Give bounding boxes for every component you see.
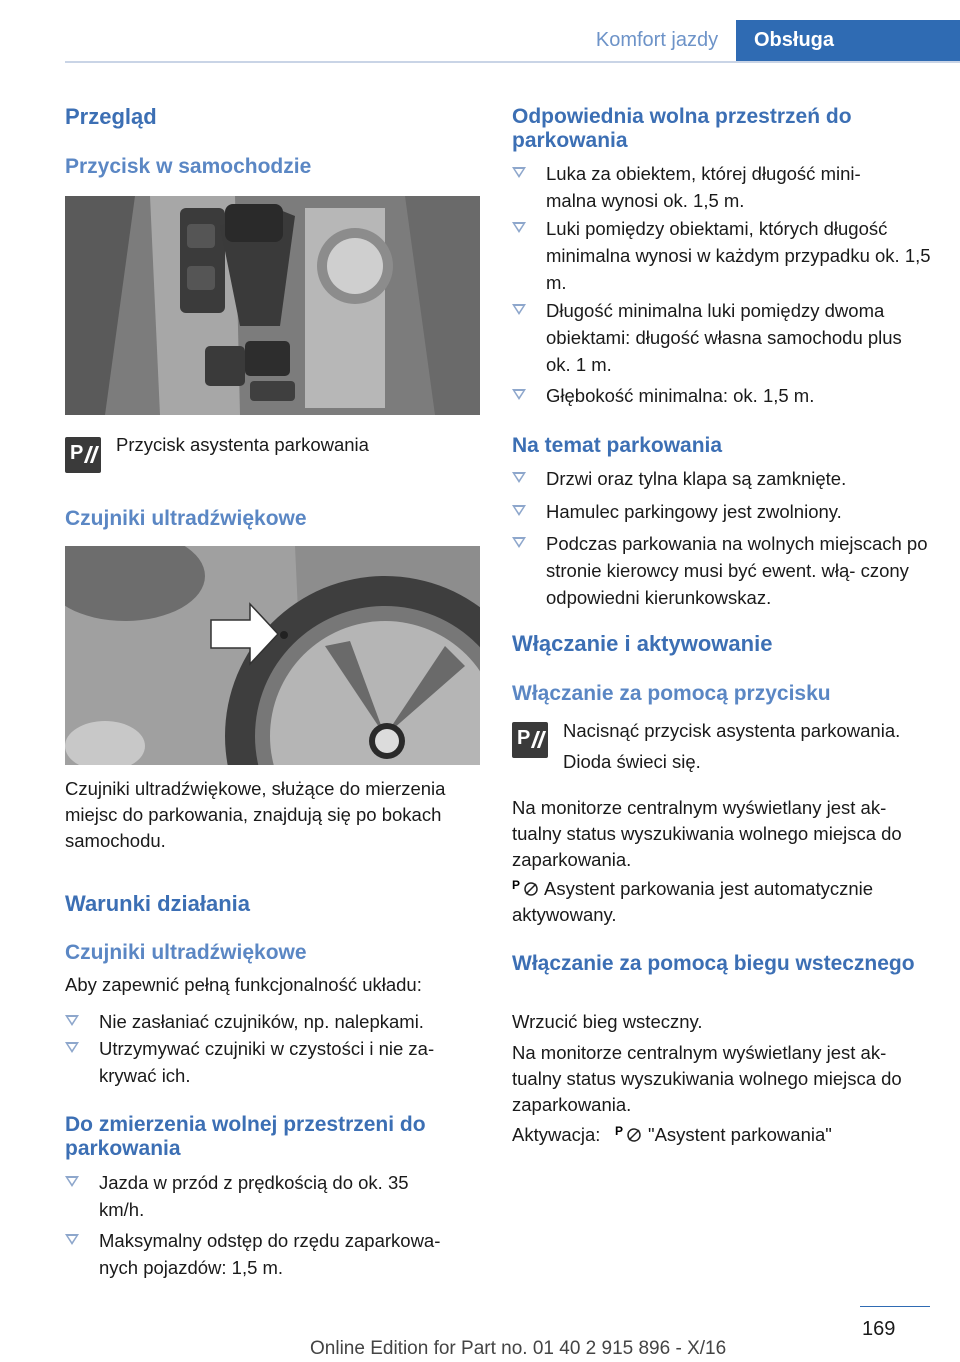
heading-czujniki: Czujniki ultradźwiękowe bbox=[65, 507, 307, 530]
para-auto: Asystent parkowania jest automatycznie aktywowany. bbox=[512, 878, 874, 925]
footer-divider bbox=[860, 1306, 930, 1307]
parking-assistant-icon: P bbox=[512, 722, 548, 758]
step-1: Nacisnąć przycisk asystenta parkowania. bbox=[563, 720, 901, 741]
photo-sensor-wheel bbox=[65, 546, 480, 765]
svg-text:P: P bbox=[512, 878, 521, 892]
step-2: Dioda świeci się. bbox=[563, 751, 701, 772]
tab-komfort-jazdy[interactable]: Komfort jazdy bbox=[578, 20, 736, 61]
para-monitor-2: Na monitorze centralnym wyświetlany jest ak‐ tualny status wyszukiwania wolnego miejsca do zaparkowania. bbox=[512, 1042, 902, 1115]
aktywacja-label: Aktywacja: bbox=[512, 1124, 601, 1145]
heading-na-temat: Na temat parkowania bbox=[512, 434, 723, 457]
heading-przyciskiem: Włączanie za pomocą przycisku bbox=[512, 682, 831, 705]
footer-edition: Online Edition for Part no. 01 40 2 915 896 - X/16 bbox=[310, 1338, 727, 1359]
parking-symbol-icon bbox=[615, 1123, 643, 1145]
heading-przeglad: Przegląd bbox=[65, 104, 157, 129]
intro-text: Aby zapewnić pełną funkcjonalność układu: bbox=[65, 974, 422, 995]
para-monitor: Na monitorze centralnym wyświetlany jest ak‐ tualny status wyszukiwania wolnego miejsca do zaparkowania. bbox=[512, 797, 902, 870]
tab-obsluga[interactable]: Obsługa bbox=[736, 20, 960, 61]
heading-przycisk: Przycisk w samochodzie bbox=[65, 155, 312, 178]
para-czujniki: Czujniki ultradźwiękowe, służące do mierzenia miejsc do parkowania, znajdują się po bokach samochodu. bbox=[65, 778, 446, 851]
page-number: 169 bbox=[862, 1318, 896, 1340]
icon-caption: Przycisk asystenta parkowania bbox=[116, 434, 369, 455]
heading-czujniki-2: Czujniki ultradźwiękowe bbox=[65, 941, 307, 964]
svg-text:P: P bbox=[615, 1124, 624, 1138]
parking-assistant-icon: P bbox=[65, 437, 101, 473]
heading-odpowiednia: Odpowiednia wolna przestrzeń do parkowania bbox=[512, 105, 852, 152]
heading-warunki: Warunki działania bbox=[65, 891, 251, 916]
header-divider bbox=[65, 61, 960, 63]
photo-console-buttons bbox=[65, 196, 480, 415]
para-wrzucic: Wrzucić bieg wsteczny. bbox=[512, 1011, 703, 1032]
heading-zmierzenia: Do zmierzenia wolnej przestrzeni do parkowania bbox=[65, 1113, 426, 1160]
aktywacja-value: "Asystent parkowania" bbox=[648, 1124, 832, 1145]
heading-biegu: Włączanie za pomocą biegu wstecznego bbox=[512, 952, 915, 975]
heading-wlaczanie: Włączanie i aktywowanie bbox=[512, 631, 773, 656]
